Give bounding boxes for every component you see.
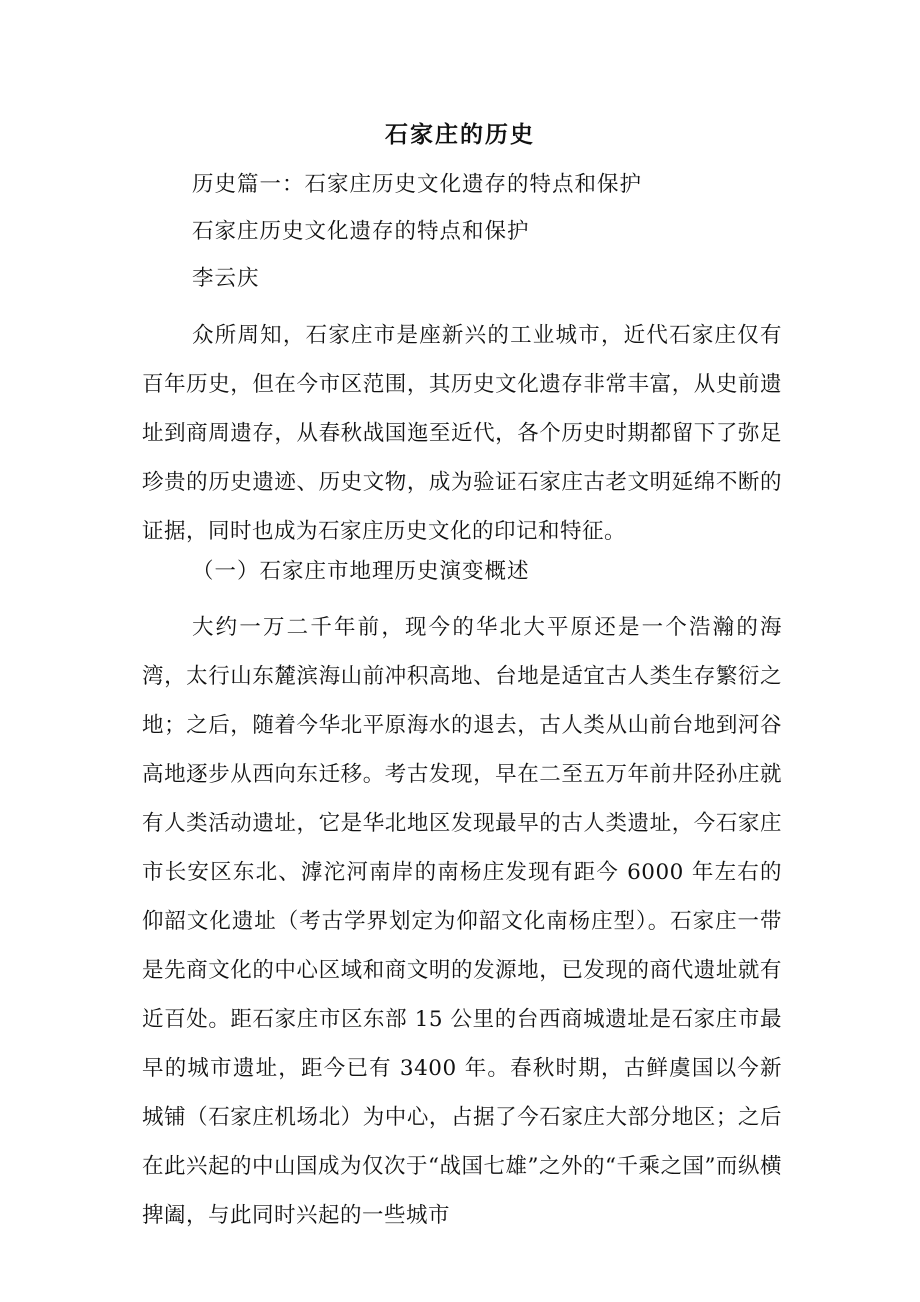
- author: 李云庆: [192, 266, 260, 291]
- document-title: 石家庄的历史: [385, 121, 535, 148]
- section-heading: （一）石家庄市地理历史演变概述: [192, 559, 530, 584]
- intro-paragraph: 众所周知，石家庄市是座新兴的工业城市，近代石家庄仅有百年历史，但在今市区范围，其历史文化遗存非常丰富，从史前遗址到商周遗存，从春秋战国迤至近代，各个历史时期都留下了弥足珍贵的历史遗迹、历史文物，成为验证石家庄古老文明延绵不断的证据，同时也成为石家庄历史文化的印记和特征。: [142, 323, 782, 544]
- section-paragraph: 大约一万二千年前，现今的华北大平原还是一个浩瀚的海湾，太行山东麓滨海山前冲积高地、台地是适宜古人类生存繁衍之地；之后，随着今华北平原海水的退去，古人类从山前台地到河谷高地逐步从西向东迁移。考古发现，早在二至五万年前井陉孙庄就有人类活动遗址，它是华北地区发现最早的古人类遗址，今石家庄市长安区东北、滹沱河南岸的南杨庄发现有距今 6000 年左右的仰韶文化遗址（考古学界划定为仰韶文化南杨庄型）。石家庄一带是先商文化的中心区域和商文明的发源地，已发现的商代遗址就有近百处。距石家庄市区东部 15 公里的台西商城遗址是石家庄市最早的城市遗址，距今已有 3400 年。春秋时期，古鲜虞国以今新城铺（石家庄机场北）为中心，占据了今石家庄大部分地区；之后在此兴起的中山国成为仅次于“战国七雄”之外的“千乘之国”而纵横捭阖，与此同时兴起的一些城市: [142, 615, 782, 1228]
- subtitle: 历史篇一：石家庄历史文化遗存的特点和保护: [192, 172, 643, 197]
- article-title: 石家庄历史文化遗存的特点和保护: [192, 219, 530, 244]
